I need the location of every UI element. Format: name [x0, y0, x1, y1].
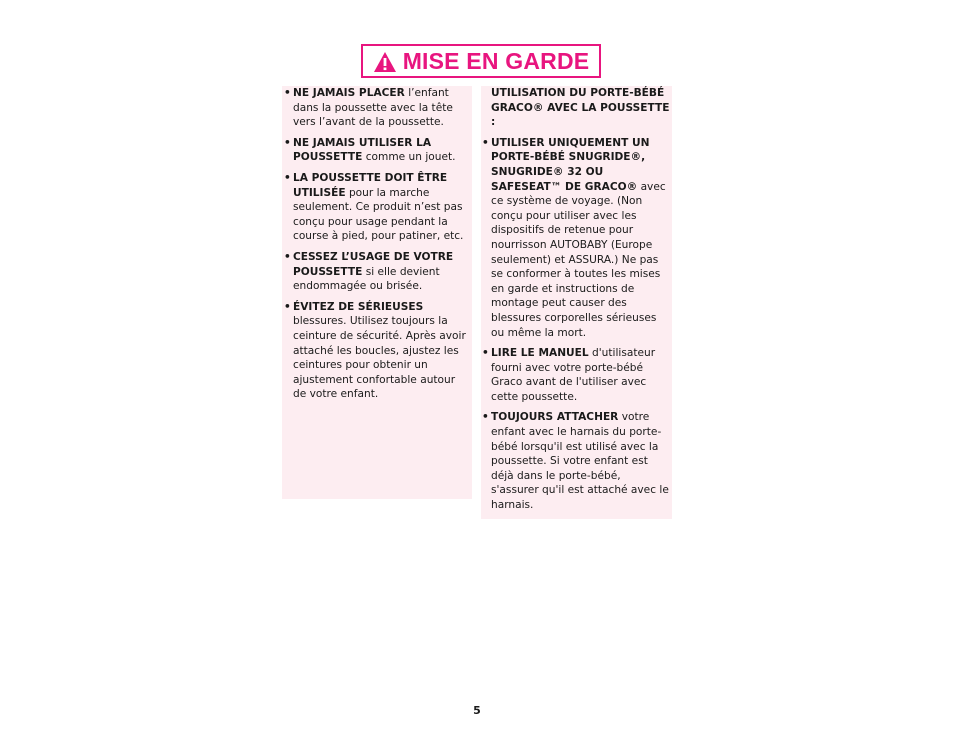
header-title: MISE EN GARDE	[402, 47, 590, 74]
warning-text: pour la marche seulement. Ce produit n’est pas conçu pour usage pendant la course à pied, pour patiner, etc.	[293, 186, 464, 243]
warning-lead: NE JAMAIS UTILISER LA POUSSETTE	[293, 136, 432, 164]
warning-item	[482, 410, 670, 512]
bullet: •	[482, 347, 489, 360]
warning-text: l’enfant dans la poussette avec la tête vers l’avant de la poussette.	[293, 87, 453, 129]
warning-item	[284, 86, 468, 130]
left-warning-column	[282, 86, 472, 499]
page-number: 5	[473, 704, 481, 717]
bullet: •	[284, 300, 291, 313]
bullet: •	[284, 171, 291, 184]
warning-item	[284, 300, 468, 402]
bullet: •	[284, 136, 291, 149]
warning-item	[284, 136, 468, 165]
right-warning-column	[481, 86, 672, 519]
warning-text: votre enfant avec le harnais du porte-bébé lorsqu'il est utilisé avec la poussette. Si votre enfant est déjà dans le porte-bébé, s'assurer qu'il est attaché avec le harnais.	[491, 411, 669, 512]
infant-seat-intro: UTILISATION DU PORTE-BÉBÉ GRACO® AVEC LA POUSSETTE :	[491, 87, 670, 129]
warning-lead: CESSEZ L’USAGE DE VOTRE POUSSETTE	[293, 250, 454, 278]
bullet: •	[482, 136, 489, 149]
bullet: •	[284, 87, 291, 99]
warning-lead: LA POUSSETTE DOIT ÊTRE UTILISÉE	[293, 171, 448, 199]
warning-item	[482, 136, 670, 340]
warning-header	[361, 44, 601, 78]
warning-text: avec ce système de voyage. (Non conçu pour utiliser avec les dispositifs de retenue pour nourrisson AUTOBABY (Europe seulement) et ASSURA.) Ne pas se conformer à toutes les mises en garde et instructions de montage peut causer des blessures corporelles sérieuses ou même la mort.	[491, 180, 666, 339]
warning-lead: ÉVITEZ DE SÉRIEUSES	[293, 300, 424, 313]
bullet: •	[284, 250, 291, 263]
warning-lead: TOUJOURS ATTACHER	[491, 411, 619, 424]
warning-item	[482, 346, 670, 404]
warning-lead: NE JAMAIS PLACER	[293, 87, 405, 99]
warning-lead: LIRE LE MANUEL	[491, 347, 589, 360]
warning-text: d'utilisateur fourni avec votre porte-bébé Graco avant de l'utiliser avec cette poussette.	[491, 347, 656, 403]
warning-text: comme un jouet.	[362, 151, 456, 164]
warning-text: si elle devient endommagée ou brisée.	[293, 265, 440, 293]
warning-item	[284, 250, 468, 294]
warning-triangle-icon	[373, 51, 397, 73]
warning-lead: UTILISER UNIQUEMENT UN PORTE-BÉBÉ SNUGRIDE®, SNUGRIDE® 32 OU SAFESEAT™ DE GRACO®	[491, 136, 650, 193]
warning-text: blessures. Utilisez toujours la ceinture de sécurité. Après avoir attaché les boucles, ajustez les ceintures pour obtenir un ajustement confortable autour de votre enfant.	[293, 315, 466, 401]
bullet: •	[482, 411, 489, 424]
warning-item	[284, 171, 468, 244]
